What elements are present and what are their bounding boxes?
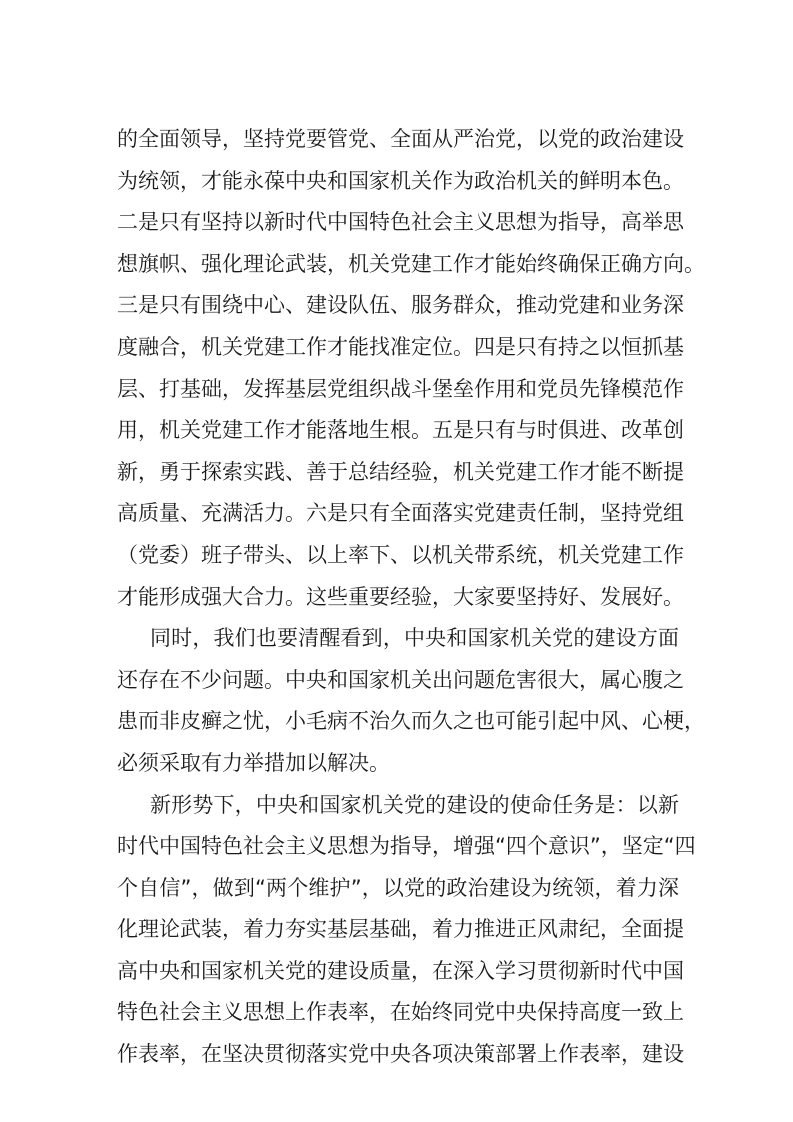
text-line: 化理论武装，着力夯实基层基础，着力推进正风肃纪，全面提 — [117, 917, 684, 942]
text-line: 新，勇于探索实践、善于总结经验，机关党建工作才能不断提 — [117, 459, 684, 484]
text-line: 患而非皮癣之忧，小毛病不治久而久之也可能引起中风、心梗， — [117, 709, 705, 734]
text-line: 为统领，才能永葆中央和国家机关作为政治机关的鲜明本色。 — [117, 168, 684, 193]
text-line: 高中央和国家机关党的建设质量，在深入学习贯彻新时代中国 — [117, 958, 684, 983]
paragraph-problems — [117, 618, 705, 784]
text-line: 新形势下，中央和国家机关党的建设的使命任务是：以新 — [150, 792, 679, 817]
text-line: 层、打基础，发挥基层党组织战斗堡垒作用和党员先锋模范作 — [117, 376, 684, 401]
text-line: 高质量、充满活力。六是只有全面落实党建责任制，坚持党组 — [117, 501, 684, 526]
text-line: 还存在不少问题。中央和国家机关出问题危害很大，属心腹之 — [117, 667, 684, 692]
text-line: 用，机关党建工作才能落地生根。五是只有与时俱进、改革创 — [117, 418, 684, 443]
text-line: 个自信”，做到“两个维护”，以党的政治建设为统领，着力深 — [117, 875, 679, 900]
text-line: 特色社会主义思想上作表率，在始终同党中央保持高度一致上 — [117, 1000, 684, 1025]
paragraph-continued — [117, 119, 705, 618]
document-page — [117, 119, 705, 1076]
text-line: 必须采取有力举措加以解决。 — [117, 750, 390, 775]
text-line: 二是只有坚持以新时代中国特色社会主义思想为指导，高举思 — [117, 210, 684, 235]
text-line: 时代中国特色社会主义思想为指导，增强“四个意识”，坚定“四 — [117, 834, 696, 859]
text-line: 才能形成强大合力。这些重要经验，大家要坚持好、发展好。 — [117, 584, 684, 609]
text-line: 想旗帜、强化理论武装，机关党建工作才能始终确保正确方向。 — [117, 251, 705, 276]
text-line: 作表率，在坚决贯彻落实党中央各项决策部署上作表率，建设 — [117, 1042, 684, 1067]
paragraph-mission — [117, 785, 696, 1076]
text-line: 的全面领导，坚持党要管党、全面从严治党，以党的政治建设 — [117, 127, 684, 151]
text-line: 三是只有围绕中心、建设队伍、服务群众，推动党建和业务深 — [117, 293, 684, 318]
text-line: 同时，我们也要清醒看到，中央和国家机关党的建设方面 — [150, 626, 679, 651]
text-line: 度融合，机关党建工作才能找准定位。四是只有持之以恒抓基 — [117, 334, 684, 359]
text-line: （党委）班子带头、以上率下、以机关带系统，机关党建工作 — [117, 542, 684, 567]
